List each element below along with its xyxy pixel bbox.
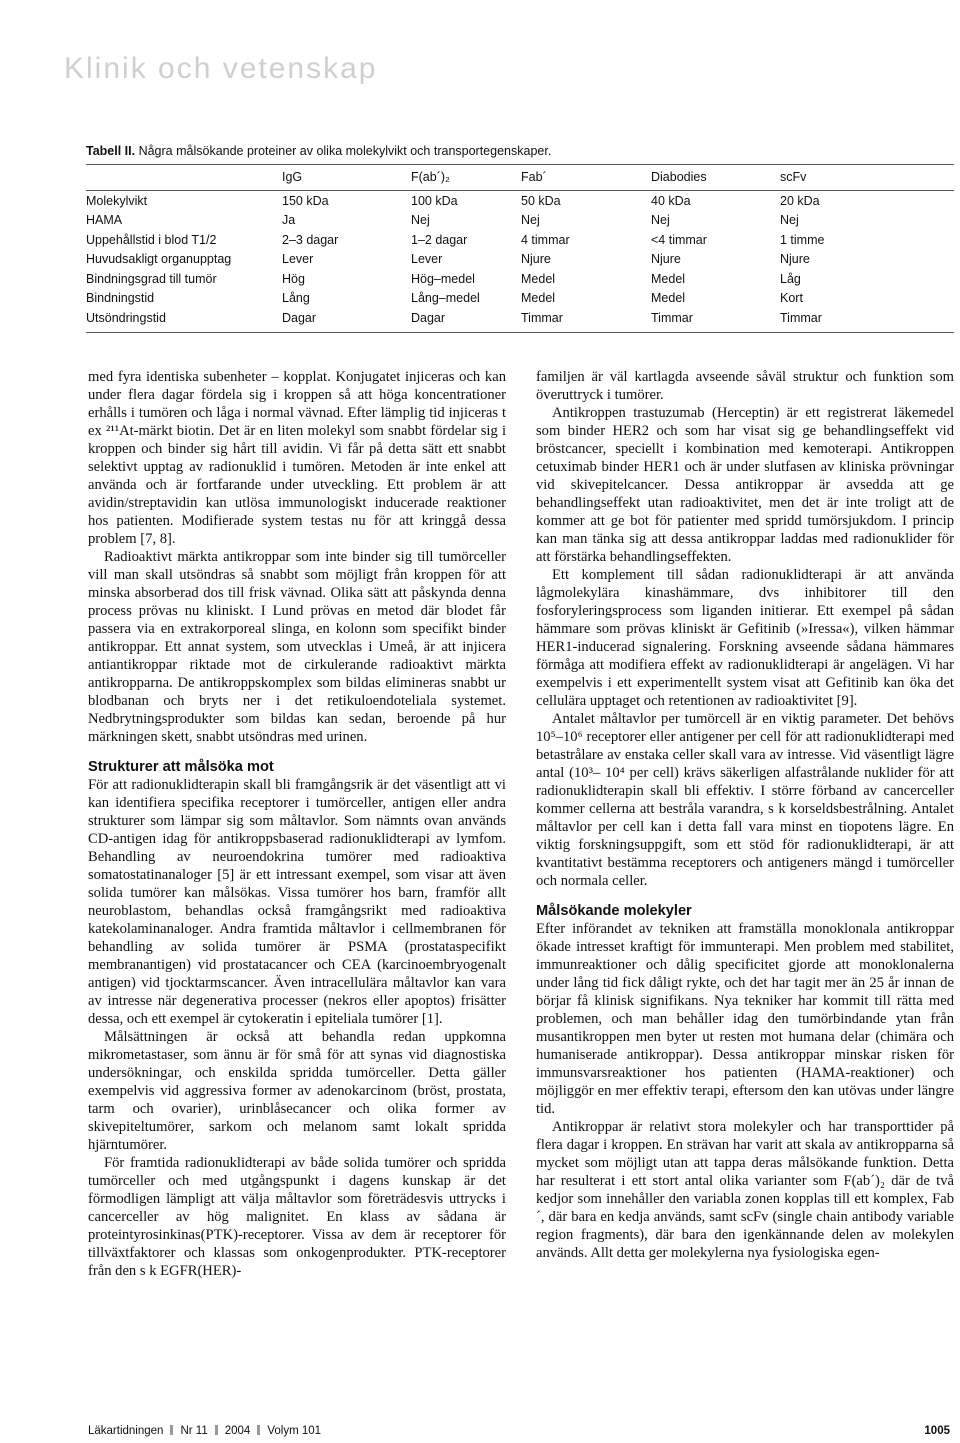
paragraph: Efter införandet av tekniken att framställa monoklonala antikroppar ökade intresset kraftigt för immunterapi. Men problem med stabilitet, immunreaktioner och dålig specificitet gjorde att monoklonalerna under lång tid fick dåligt rykte, och det har tagit mer än 25 år innan de börjar få klinisk signifikans. Nya tekniker har kommit till rätta med problemen, och man behåller idag den tumörbindande ytan från musantikroppen men byter ut resten mot humana delar (chimära och humaniserade antikroppar). Dessa antikroppar minskar risken för immunsvarsreaktioner hos patienten (HAMA-reaktioner) och möjliggör en mer effektiv terapi, eftersom den kan utövas under längre tid. <box>536 921 954 1117</box>
column-header <box>86 165 282 191</box>
table-cell: Nej <box>411 213 430 228</box>
table-cell: 100 kDa <box>411 193 458 208</box>
paragraph: För att radionuklidterapin skall bli framgångsrik är det väsentligt att vi kan identifiera specifika receptorer i tumörceller, antigen eller andra strukturer som lämpar sig som måltavlor. Som nämnts ovan används CD-antigen idag för antikroppsbaserad radionuklidterapi av lymfom. Behandling av neuroendokrina tumörer med radioaktiva somatostatinanaloger [5] är ett intressant exempel, som visar att även solida tumörer kan målsökas. Vissa tumörer hos barn, framför allt neuroblastom, behandlas också framgångsrikt med radioaktiva katekolaminanaloger. Andra framtida måltavlor i cellmembranen för behandling av solida tumörer är PSMA (prostataspecifikt membranantigen) vid prostatacancer och CEA (karcinoembryogenalt antigen) vid tjocktarmscancer. Även intracellulära måltavlor kan vara av intresse när degenerativa processer (nekros eller apoptos) frisätter dessa, och ett exempel är cytokeratin i epiteliala tumörer [1]. <box>88 777 506 1027</box>
volume: Volym 101 <box>267 1425 322 1437</box>
section-title: Klinik och vetenskap <box>64 52 378 85</box>
separator-bar <box>170 1425 173 1435</box>
separator-bar <box>215 1425 218 1435</box>
table-cell: 50 kDa <box>521 193 561 208</box>
table-cell: Medel <box>651 271 686 286</box>
separator-bar <box>257 1425 260 1435</box>
table-cell: Timmar <box>651 310 693 325</box>
table-cell: Lever <box>411 252 443 267</box>
journal-name: Läkartidningen <box>88 1425 164 1437</box>
table-cell: Uppehållstid i blod T1/2 <box>86 232 217 247</box>
right-column <box>536 368 954 1262</box>
table-cell: 20 kDa <box>780 193 820 208</box>
left-column <box>88 368 506 1280</box>
table-caption-text: Några målsökande proteiner av olika molekylvikt och transportegenskaper. <box>138 144 552 158</box>
paragraph: Antikroppen trastuzumab (Herceptin) är ett registrerat läkemedel som binder HER2 och som har visat sig ge behandlingseffekt vid bröstcancer, speciellt i kombination med kemoterapi. Antikroppen cetuximab binder HER1 och är under slutfasen av kliniska prövningar vid skivepitelcancer. Dessa antikroppar är avsedda att ge behandlingseffekt utan radioaktivitet, men det är inte troligt att de kommer att ge bot för patienter med spridd tumörsjukdom. I princip kan man tänka sig att dessa antikroppar laddas med radionuklider för att förstärka behandlingseffekten. <box>536 405 954 565</box>
table-cell: Medel <box>521 271 556 286</box>
table-cell: 2–3 dagar <box>282 232 339 247</box>
year: 2004 <box>224 1425 251 1437</box>
table-row <box>86 269 954 289</box>
table-cell: Timmar <box>780 310 822 325</box>
table-cell: Nej <box>521 213 540 228</box>
page-number: 1005 <box>924 1425 950 1437</box>
column-header: Fab´ <box>521 170 547 184</box>
table-cell: 40 kDa <box>651 193 691 208</box>
table-row <box>86 191 954 211</box>
table-cell: Lång <box>282 291 310 306</box>
paragraph: Antikroppar är relativt stora molekyler och har transporttider på flera dagar i kroppen. En strävan har varit att skala av antikropparna så mycket som möjligt utan att tappa deras målsökande funktion. Detta har resulterat i ett stort antal olika varianter som F(ab´)₂ där de två kedjor som innehåller den variabla zonen kopplas till ett komplex, Fab´, där bara en kedja används, samt scFv (single chain antibody variable region fragments), där bara den igenkännande delen av molekylen används. Allt detta ger molekylerna nya fysiologiska egen- <box>536 1119 954 1261</box>
table-header-row <box>86 165 954 191</box>
column-header: scFv <box>780 170 807 184</box>
paragraph: Radioaktivt märkta antikroppar som inte binder sig till tumörceller vill man skall utsöndras så snabbt som möjligt från kroppen för att minska absorberad dos till frisk vävnad. Olika sätt att påskynda denna process prövas nu kliniskt. I Lund prövas en metod där blodet får passera via en extrakorporeal slinga, en kolonn som specifikt binder antikroppar. Ett annat system, som utvecklas i Umeå, är att injicera antiantikroppar riktade mot de cirkulerande radioaktivt märkta antikropparna. De antikroppskomplex som bildas elimineras snabbt ur blodbanan och bryts ner i det retikuloendoteliala systemet. Nedbrytningsprodukter som bildas kan sedan, beroende på hur märkningen skett, snabbt utsöndras med urinen. <box>88 549 506 745</box>
table-cell: Huvudsakligt organupptag <box>86 252 232 267</box>
paragraph: med fyra identiska subenheter – kopplat. Konjugatet injiceras och kan under flera dagar fördela sig i kroppen så att höga koncentrationer erhålls i tumören och låga i normal vävnad. Efter lämplig tid injiceras t ex ²¹¹At-märkt biotin. Det är en liten molekyl som snabbt fördelar sig i kroppen och binder sig hårt till avidin. Vi får på detta sätt ett snabbt selektivt upptag av radionuklid i tumören. Metoden är inte enkel att använda och är fortfarande under utveckling. Ett problem är att avidin/streptavidin kan utlösa immunologiskt inducerade reaktioner hos patienten. Modifierade system testas nu för att kringgå dessa problem [7, 8]. <box>88 369 506 547</box>
section-heading: Strukturer att målsöka mot <box>88 759 274 775</box>
table-cell: Kort <box>780 291 803 306</box>
table-cell: Njure <box>780 252 810 267</box>
table-ii <box>86 140 954 333</box>
table-cell: Ja <box>282 213 296 228</box>
paragraph: Målsättningen är också att behandla redan uppkomna mikrometastaser, som ännu är för små för att synas vid diagnostiska undersökningar, och enskilda spridda tumörceller. Detta gäller exempelvis vid aggressiva former av adenokarcinom (bröst, prostata, tarm och ovarier), urinblåsecancer och olika former av skivepiteltumörer, sarkom och melanom samt lokalt spridda hjärntumörer. <box>88 1029 506 1153</box>
table-row <box>86 230 954 250</box>
table-cell: Dagar <box>411 310 446 325</box>
table-cell: Dagar <box>282 310 317 325</box>
footer-citation <box>88 1425 321 1437</box>
paragraph: För framtida radionuklidterapi av både solida tumörer och spridda tumörceller och med utgångspunkt i dagens kunskap är det förmodligen lämpligt att välja måltavlor som företrädesvis uttrycks i cancerceller av hög malignitet. En klass av sådana är proteintyrosinkinas(PTK)-receptorer. Vissa av dem är receptorer för tillväxtfaktorer och klassas som onkogenprodukter. PTK-receptorer från den s k EGFR(HER)- <box>88 1155 506 1279</box>
table-cell: Nej <box>780 213 799 228</box>
header-band <box>0 0 960 128</box>
table-cell: Lång–medel <box>411 291 480 306</box>
table-cell: Njure <box>521 252 551 267</box>
table-cell: Njure <box>651 252 681 267</box>
table-cell: Medel <box>521 291 556 306</box>
table-cell: 150 kDa <box>282 193 329 208</box>
table-cell: Låg <box>780 271 801 286</box>
table-cell: Molekylvikt <box>86 193 148 208</box>
section-heading: Målsökande molekyler <box>536 903 692 919</box>
table-cell: Medel <box>651 291 686 306</box>
table-cell: Hög–medel <box>411 271 475 286</box>
table-cell: 1–2 dagar <box>411 232 468 247</box>
column-header: F(ab´)₂ <box>411 170 450 184</box>
table-caption <box>86 140 954 164</box>
table-cell: 1 timme <box>780 232 825 247</box>
column-header: Diabodies <box>651 170 707 184</box>
data-table <box>86 164 954 333</box>
table-cell: Bindningstid <box>86 291 155 306</box>
table-cell: <4 timmar <box>651 232 707 247</box>
table-cell: Hög <box>282 271 305 286</box>
paragraph: Ett komplement till sådan radionuklidterapi är att använda lågmolekylära kinashämmare, dvs inhibitorer till den fosforyleringsprocess som liganden initierar. Ett exempel på sådan hämmare som prövas kliniskt är Gefitinib (»Iressa«), vilken hämmar HER1-inducerad signalering. Forskning avseende sådana hämmares förmåga att modifiera effekt av radionuklidterapi är angelägen. Vi har exempelvis i ett experimentellt system visat att Gefitinib kan öka det cellulära upptaget och retentionen av radioaktivitet [9]. <box>536 567 954 709</box>
column-header: IgG <box>282 170 303 184</box>
table-cell: 4 timmar <box>521 232 570 247</box>
table-cell: Timmar <box>521 310 563 325</box>
paragraph: Antalet måltavlor per tumörcell är en viktig parameter. Det behövs 10⁵–10⁶ receptorer eller antigener per cell för att radionuklidterapi med betastrålare av enstaka celler skall vara av intresse. Vid väsentligt lägre antal (10³– 10⁴ per cell) krävs säkerligen alfastrålande nuklider för att radionuklidterapin skall bli effektiv. I större förband av cancerceller kommer cellerna att bestråla varandra, s k korseldsbestrålning. Antalet måltavlor per cell kan i detta fall vara minst en tiopotens lägre. En viktig forskningsuppgift, som ett stöd för radionuklidterapi, är att kvantitativt bestämma receptorers och antigeners mängd i tumörceller och normala celler. <box>536 711 954 889</box>
table-cell: Bindningsgrad till tumör <box>86 271 217 286</box>
table-label: Tabell II. <box>86 144 136 158</box>
paragraph: familjen är väl kartlagda avseende såväl struktur och funktion som överuttryck i tumörer. <box>536 369 954 403</box>
table-row <box>86 289 954 309</box>
table-cell: HAMA <box>86 213 123 228</box>
table-row <box>86 250 954 270</box>
table-row <box>86 308 954 332</box>
table-cell: Lever <box>282 252 314 267</box>
table-row <box>86 211 954 231</box>
issue-number: Nr 11 <box>180 1425 208 1437</box>
table-cell: Nej <box>651 213 670 228</box>
table-cell: Utsöndringstid <box>86 310 166 325</box>
